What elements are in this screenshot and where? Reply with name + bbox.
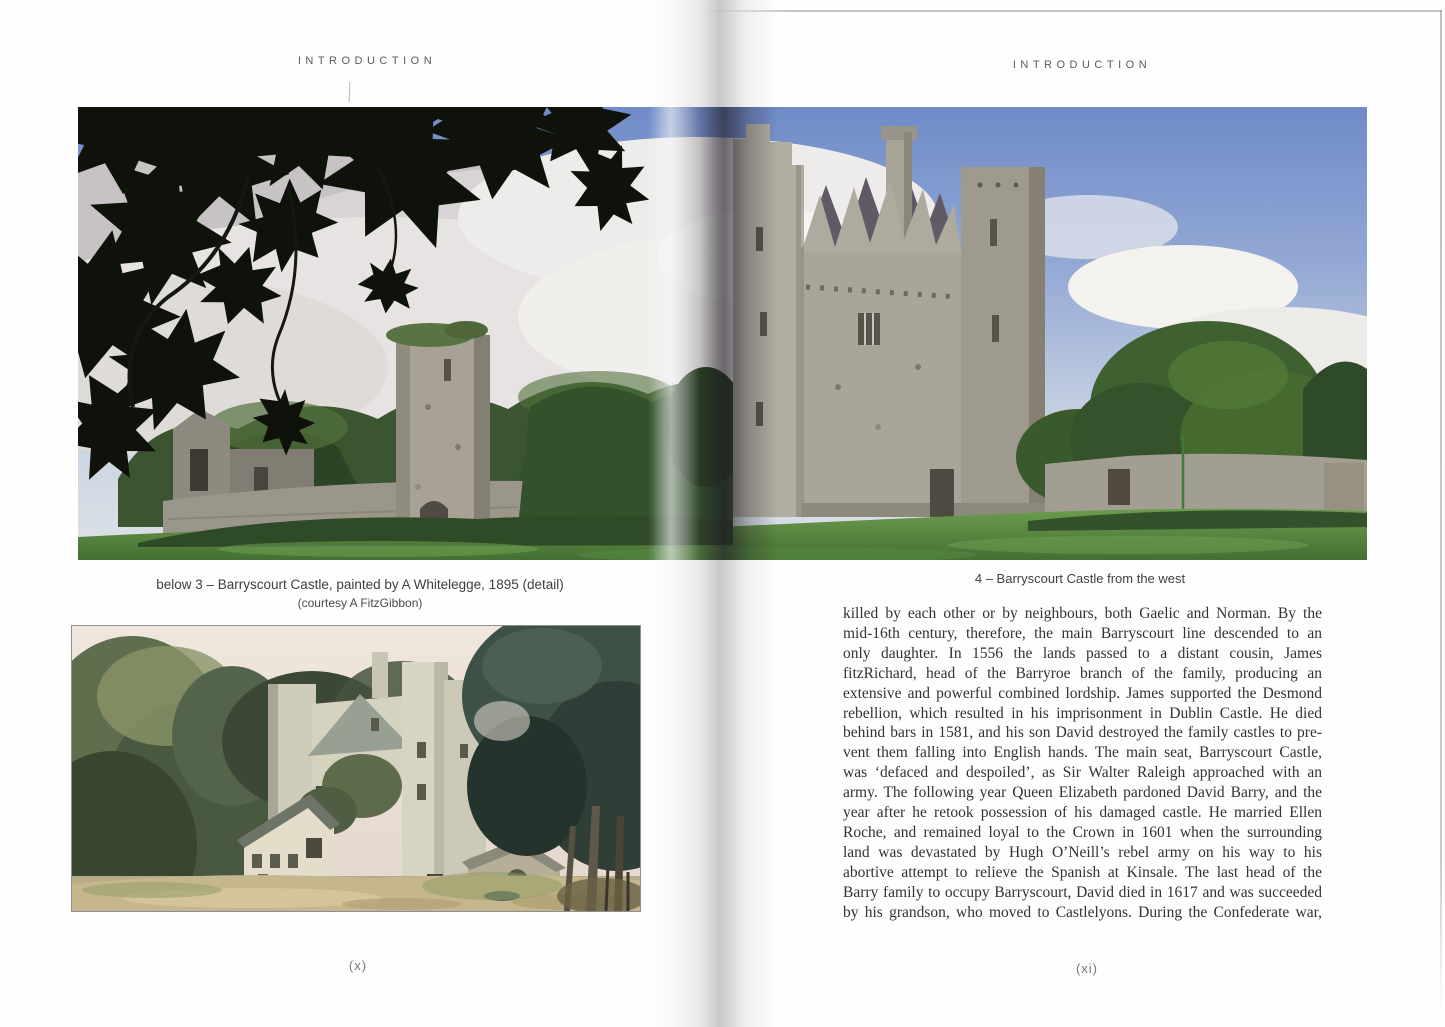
watercolor-painting-barryscourt — [72, 626, 640, 911]
body-text-line: extensive and powerful combined lordship. James supported the Desmond — [843, 684, 1322, 702]
main-keep — [733, 124, 1045, 517]
watercolor-illustration — [72, 626, 640, 911]
body-text-line: army. The following year Queen Elizabeth pardoned David Barry, and the — [843, 784, 1322, 802]
body-text-line: Barry family to occupy Barryscourt, David died in 1617 and was succeeded — [843, 883, 1322, 901]
body-text-line: killed by each other or by neighbours, both Gaelic and Norman. By the — [843, 605, 1322, 622]
body-text-line: Roche, and remained loyal to the Crown in 1601 when the surrounding — [843, 823, 1322, 841]
body-text-line: mid-16th century, therefore, the main Barryscourt line descended to an — [843, 624, 1322, 642]
right-photo-caption: 4 – Barryscourt Castle from the west — [974, 571, 1186, 586]
right-page-number: (xi) — [1075, 961, 1099, 976]
body-text-line: was ‘defaced and despoiled’, as Sir Walter Raleigh approached with an — [843, 764, 1322, 782]
caption-credit-line: (courtesy A FitzGibbon) — [297, 596, 423, 610]
body-text-line: land was devastated by Hugh O’Neill’s rebel army on his way to his — [843, 843, 1322, 861]
body-text-line: behind bars in 1581, and his son David destroyed the family castles to pre- — [843, 724, 1322, 742]
left-running-header: INTRODUCTION — [297, 55, 437, 67]
body-text-line: rebellion, which resulted in his imprisonment in Dublin Castle. He died — [843, 704, 1322, 722]
body-text-line: only daughter. In 1556 the lands passed to a distant cousin, James — [843, 644, 1322, 662]
left-photo-caption — [95, 576, 625, 612]
body-text-line: by his grandson, who moved to Castlelyons. During the Confederate war, — [843, 903, 1322, 921]
left-page-number: (x) — [348, 958, 368, 973]
right-running-header: INTRODUCTION — [1012, 59, 1152, 71]
scan-artifact-mark — [349, 82, 351, 102]
body-text-line: fitzRichard, head of the Barryroe branch of the family, producing an — [843, 664, 1322, 682]
body-text-column — [843, 604, 1322, 923]
main-photo-barryscourt-castle — [78, 107, 1367, 560]
page-edge-right — [1440, 10, 1442, 1014]
body-text-line: abortive attempt to relieve the Spanish at Kinsale. The last head of the — [843, 863, 1322, 881]
small-tower — [386, 321, 490, 550]
caption-line: below 3 – Barryscourt Castle, painted by A Whitelegge, 1895 (detail) — [156, 577, 564, 592]
page-edge-top — [702, 10, 1442, 12]
photo-gutter-shadow — [653, 107, 778, 560]
body-text-line: year after he retook possession of his damaged castle. He married Ellen — [843, 804, 1322, 822]
body-text-line: vent them falling into English hands. The main seat, Barryscourt Castle, — [843, 744, 1322, 762]
